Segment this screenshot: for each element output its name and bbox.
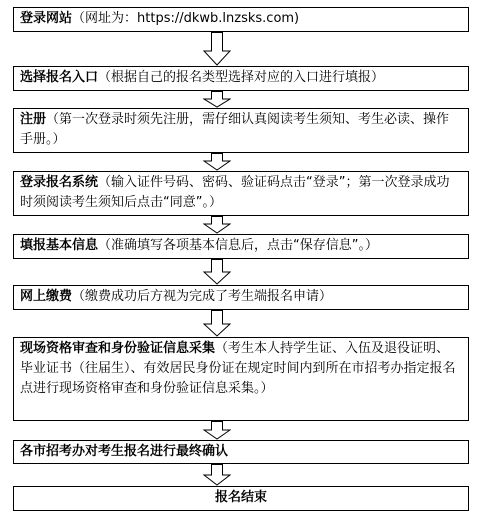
step-title: 填报基本信息 (20, 238, 99, 253)
step-title: 现场资格审查和身份验证信息采集 (20, 341, 216, 356)
arrow-down-icon (203, 91, 231, 108)
step-description: （输入证件号码、密码、验证码点击“登录”；第一次登录成功时须阅读考生须知后点击“同意”。） (20, 175, 450, 210)
arrow-down-icon (203, 153, 231, 171)
step-register (13, 108, 469, 153)
arrow-down-icon (203, 421, 231, 440)
step-title: 报名结束 (214, 490, 267, 505)
step-title: 登录报名系统 (20, 175, 99, 190)
arrow-down-icon (203, 464, 231, 486)
step-title: 各市招考办对考生报名进行最终确认 (20, 444, 229, 459)
step-online-payment (13, 285, 469, 310)
step-select-entry (13, 66, 469, 91)
arrow-down-icon (203, 310, 231, 337)
step-final-confirmation (13, 440, 469, 464)
step-login-system (13, 171, 469, 216)
step-title: 网上缴费 (20, 289, 73, 304)
step-description: （考生本人持学生证、入伍及退役证明、毕业证书（往届生）、有效居民身份证在规定时间内到所在市招考办指定报名点进行现场资格审查和身份验证信息采集。） (20, 341, 456, 396)
step-description: （网址为：https://dkwb.lnzsks.com) (72, 11, 300, 26)
arrow-down-icon (203, 216, 231, 234)
step-description: （准确填写各项基本信息后，点击“保存信息”。） (98, 238, 378, 253)
step-description: （第一次登录时须先注册，需仔细认真阅读考生须知、考生必读、操作手册。） (20, 112, 450, 147)
arrow-down-icon (203, 32, 231, 66)
step-description: （缴费成功后方视为完成了考生端报名申请） (72, 289, 333, 304)
step-login-website (13, 7, 469, 32)
step-title: 选择报名入口 (20, 70, 99, 85)
step-title: 登录网站 (20, 11, 73, 26)
step-registration-end (13, 486, 469, 511)
step-description: （根据自己的报名类型选择对应的入口进行填报） (98, 70, 385, 85)
step-onsite-verification (13, 337, 469, 421)
step-title: 注册 (20, 112, 47, 127)
arrow-down-icon (203, 259, 231, 285)
step-fill-basic-info (13, 234, 469, 259)
